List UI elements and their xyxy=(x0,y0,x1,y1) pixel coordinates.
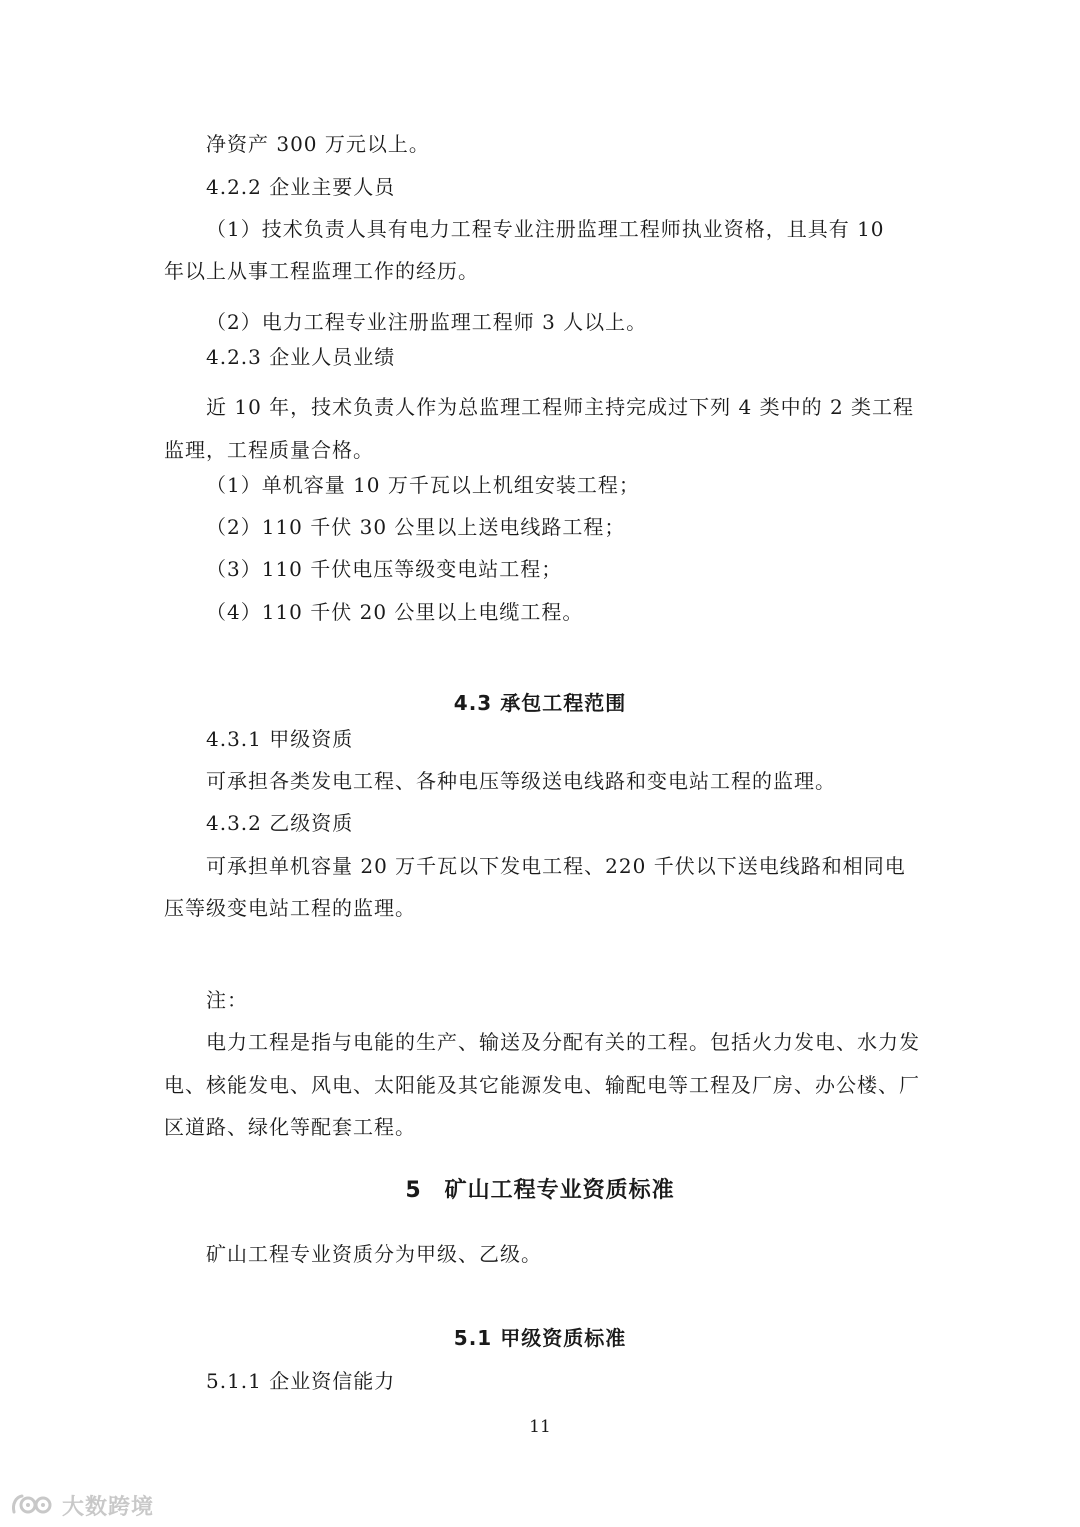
section-heading: 5.1 甲级资质标准 xyxy=(453,1326,627,1350)
watermark-text: 大数跨境 xyxy=(62,1494,155,1520)
subsection-heading: 4.3.2 乙级资质 xyxy=(206,811,354,835)
page-number: 11 xyxy=(529,1417,551,1437)
list-item: （4）110 千伏 20 公里以上电缆工程。 xyxy=(206,600,584,624)
text-line: 净资产 300 万元以上。 xyxy=(206,132,430,156)
text-line: 电、核能发电、风电、太阳能及其它能源发电、输配电等工程及厂房、办公楼、厂 xyxy=(164,1073,920,1097)
note-label: 注： xyxy=(206,988,248,1012)
text-line: 年以上从事工程监理工作的经历。 xyxy=(164,259,479,283)
text-line: 可承担单机容量 20 万千瓦以下发电工程、220 千伏以下送电线路和相同电 xyxy=(206,854,906,878)
text-line: 可承担各类发电工程、各种电压等级送电线路和变电站工程的监理。 xyxy=(206,769,836,793)
list-item: （3）110 千伏电压等级变电站工程； xyxy=(206,557,563,581)
subsection-heading: 4.3.1 甲级资质 xyxy=(206,727,354,751)
chapter-heading: 5 矿山工程专业资质标准 xyxy=(405,1178,675,1203)
list-item: （2）110 千伏 30 公里以上送电线路工程； xyxy=(206,515,626,539)
subsection-heading: 4.2.2 企业主要人员 xyxy=(206,175,396,199)
watermark xyxy=(10,1490,154,1520)
section-heading: 4.3 承包工程范围 xyxy=(453,691,627,715)
subsection-heading: 5.1.1 企业资信能力 xyxy=(206,1369,396,1393)
text-line: 电力工程是指与电能的生产、输送及分配有关的工程。包括火力发电、水力发 xyxy=(206,1030,920,1054)
text-line: 压等级变电站工程的监理。 xyxy=(164,896,416,920)
list-item: （1）单机容量 10 万千瓦以上机组安装工程； xyxy=(206,473,640,497)
text-line: 近 10 年，技术负责人作为总监理工程师主持完成过下列 4 类中的 2 类工程 xyxy=(206,395,915,419)
text-line: 区道路、绿化等配套工程。 xyxy=(164,1115,416,1139)
text-line: （2）电力工程专业注册监理工程师 3 人以上。 xyxy=(206,310,648,334)
text-line: （1）技术负责人具有电力工程专业注册监理工程师执业资格，且具有 10 xyxy=(206,217,885,241)
text-line: 矿山工程专业资质分为甲级、乙级。 xyxy=(206,1242,542,1266)
text-line: 监理，工程质量合格。 xyxy=(164,438,374,462)
brand-logo-icon xyxy=(10,1492,56,1518)
subsection-heading: 4.2.3 企业人员业绩 xyxy=(206,345,396,369)
